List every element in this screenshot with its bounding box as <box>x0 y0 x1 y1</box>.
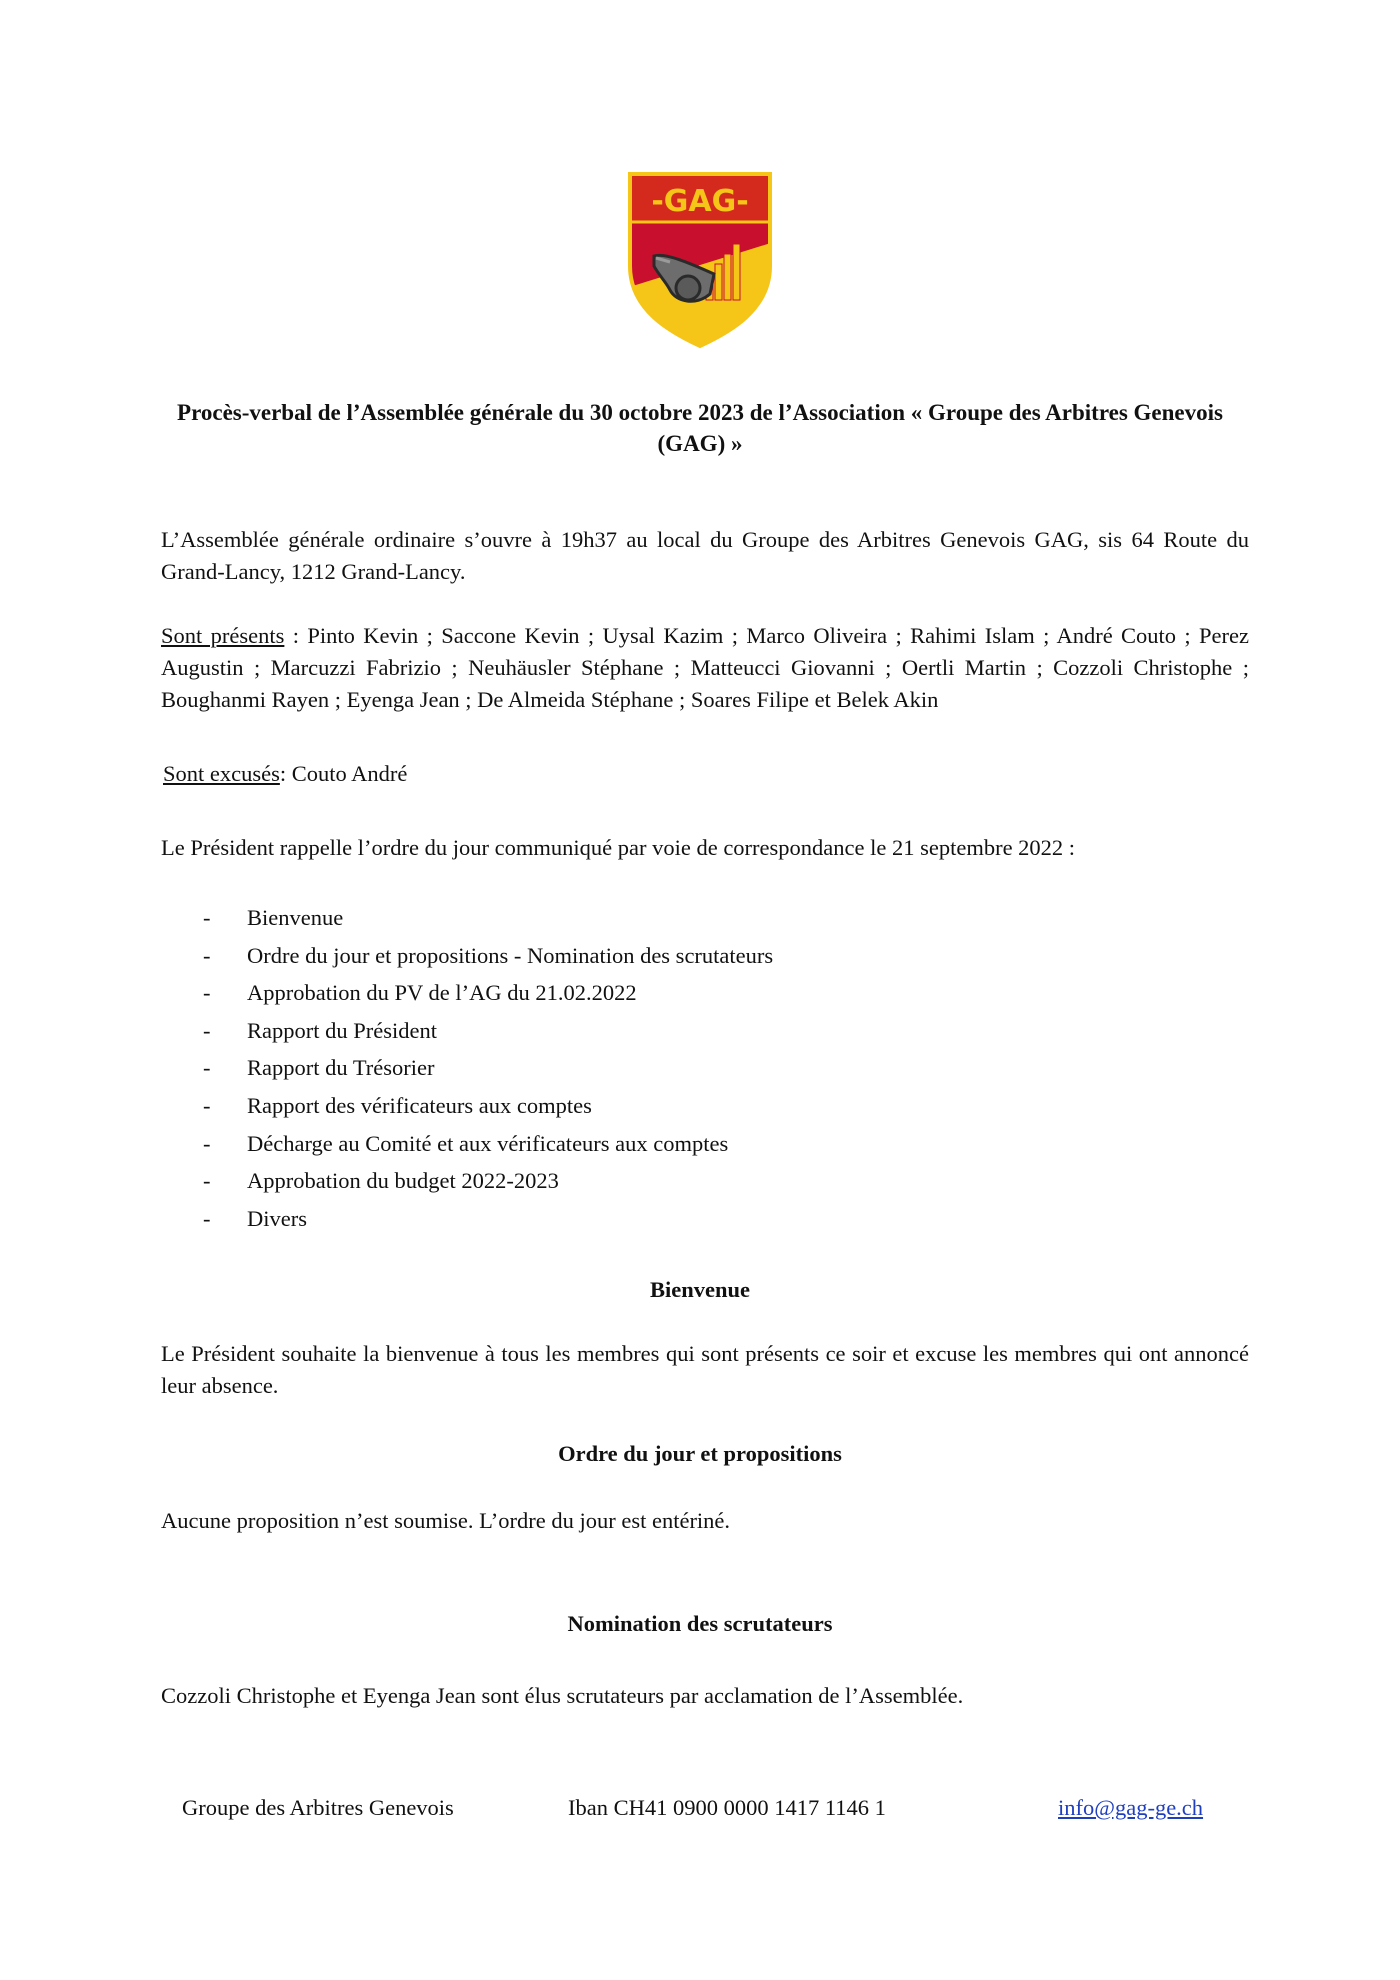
excused-label: Sont excusés <box>163 761 280 786</box>
footer-org: Groupe des Arbitres Genevois <box>182 1795 454 1820</box>
logo-text: -GAG- <box>651 184 749 219</box>
footer-email-link[interactable]: info@gag-ge.ch <box>1058 1795 1204 1820</box>
agenda-item-text: Rapport du Trésorier <box>247 1055 435 1081</box>
present-list: : Pinto Kevin ; Saccone Kevin ; Uysal Kazim ; Marco Oliveira ; Rahimi Islam ; André Couto ; Perez Augustin ; Marcuzzi Fabrizio ; Neuhäusler Stéphane ; Matteucci Giovanni ; Oertli Martin ; Cozzoli Christophe ; Boughanmi Rayen ; Eyenga Jean ; De Almeida Stéphane ; Soares Filipe et Belek Akin <box>161 623 1250 712</box>
agenda-item-text: Décharge au Comité et aux vérificateurs aux comptes <box>247 1130 729 1156</box>
section-text-ordre-du-jour: Aucune proposition n’est soumise. L’ordre du jour est entériné. <box>161 1508 731 1533</box>
present-paragraph <box>161 620 1249 716</box>
agenda-item <box>161 977 773 1015</box>
present-label: Sont présents <box>161 623 285 648</box>
gag-logo <box>626 170 774 350</box>
agenda-dash: - <box>203 905 211 930</box>
agenda-dash: - <box>203 1168 211 1194</box>
agenda-item-text: Approbation du budget 2022-2023 <box>247 1168 559 1194</box>
agenda-item-text: Approbation du PV de l’AG du 21.02.2022 <box>247 980 637 1006</box>
agenda-dash: - <box>203 1205 211 1231</box>
document-title: Procès-verbal de l’Assemblée générale du 30 octobre 2023 de l’Association « Groupe des Arbitres Genevois (GAG) » <box>177 400 1223 456</box>
section-text-bienvenue: Le Président souhaite la bienvenue à tous les membres qui sont présents ce soir et excuse les membres qui ont annoncé leur absence. <box>161 1341 1249 1398</box>
agenda-dash: - <box>203 1055 211 1081</box>
opening-paragraph: L’Assemblée générale ordinaire s’ouvre à 19h37 au local du Groupe des Arbitres Genevois GAG, sis 64 Route du Grand-Lancy, 1212 Grand-Lancy. <box>161 527 1249 584</box>
agenda-item-text: Ordre du jour et propositions - Nomination des scrutateurs <box>247 942 774 968</box>
agenda-item <box>161 1165 773 1203</box>
agenda-item-text: Divers <box>247 1205 307 1231</box>
agenda-item <box>161 1052 773 1090</box>
agenda-dash: - <box>203 1130 211 1156</box>
agenda-dash: - <box>203 1092 211 1118</box>
section-heading-nomination: Nomination des scrutateurs <box>567 1611 833 1636</box>
agenda-dash: - <box>203 1017 211 1043</box>
section-heading-bienvenue: Bienvenue <box>649 1277 750 1302</box>
agenda-dash: - <box>203 942 211 968</box>
agenda-item <box>161 1203 773 1241</box>
footer-iban: Iban CH41 0900 0000 1417 1146 1 <box>568 1795 886 1820</box>
agenda-item <box>161 940 773 978</box>
excused-list: : Couto André <box>279 761 408 786</box>
agenda-list <box>161 902 773 1240</box>
agenda-item <box>161 1015 773 1053</box>
agenda-dash: - <box>203 980 211 1006</box>
agenda-item-text: Rapport du Président <box>247 1017 437 1043</box>
footer-email-container <box>1058 1792 1203 1824</box>
excused-paragraph <box>163 758 1251 790</box>
agenda-item <box>161 1090 773 1128</box>
section-heading-ordre-du-jour: Ordre du jour et propositions <box>558 1441 842 1466</box>
agenda-item <box>161 1128 773 1166</box>
agenda-intro: Le Président rappelle l’ordre du jour communiqué par voie de correspondance le 21 septembre 2022 : <box>161 835 1076 860</box>
section-text-nomination: Cozzoli Christophe et Eyenga Jean sont élus scrutateurs par acclamation de l’Assemblée. <box>161 1683 964 1708</box>
agenda-item-text: Rapport des vérificateurs aux comptes <box>247 1092 592 1118</box>
agenda-item-text: Bienvenue <box>247 905 344 930</box>
agenda-item <box>161 902 773 940</box>
